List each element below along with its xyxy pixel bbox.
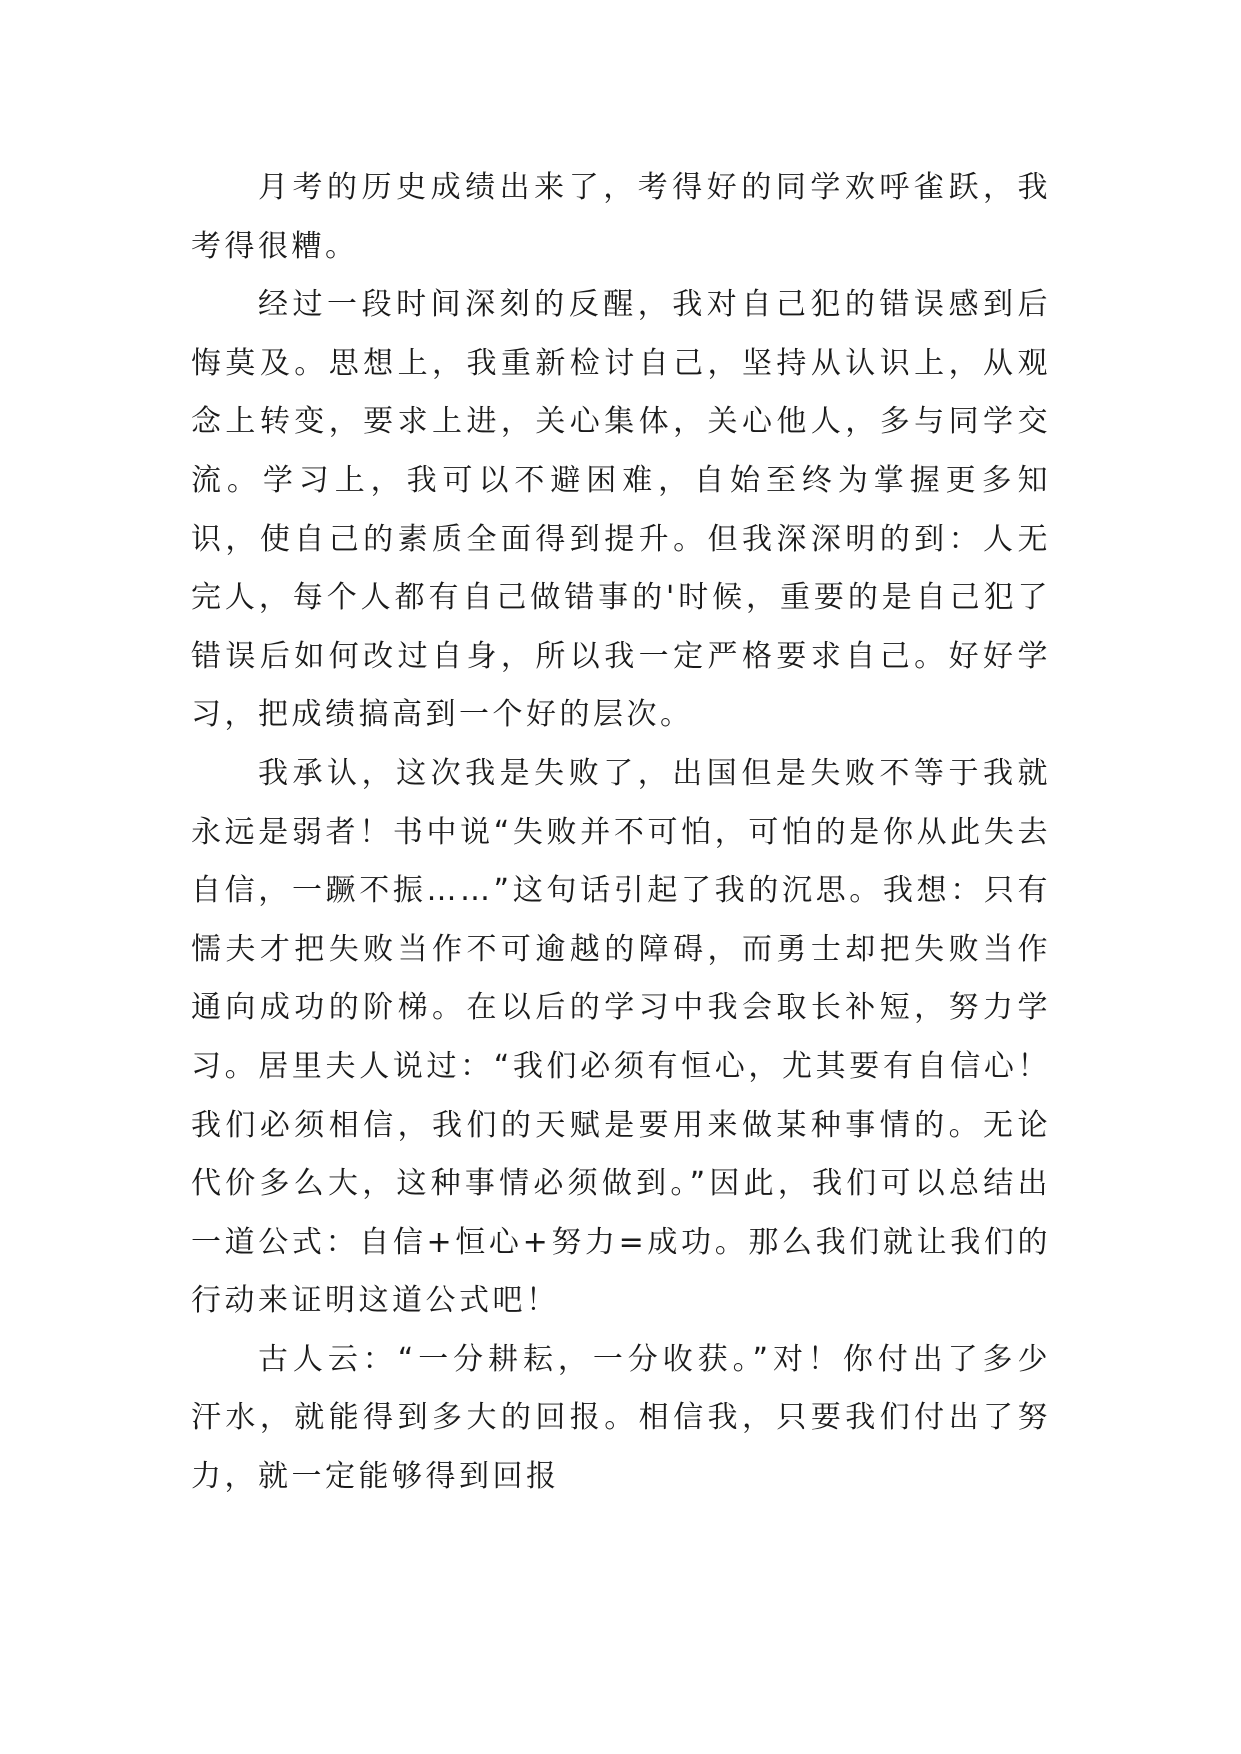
document-body — [191, 159, 1051, 1507]
paragraph-4: 古人云：“一分耕耘，一分收获。”对！你付出了多少汗水，就能得到多大的回报。相信我，只要我们付出了努力，就一定能够得到回报 — [191, 1341, 1051, 1495]
paragraph-3: 我承认，这次我是失败了，出国但是失败不等于我就永远是弱者！书中说“失败并不可怕，可怕的是你从此失去自信，一蹶不振……”这句话引起了我的沉思。我想：只有懦夫才把失败当作不可逾越的障碍，而勇士却把失败当作通向成功的阶梯。在以后的学习中我会取长补短，努力学习。居里夫人说过：“我们必须有恒心，尤其要有自信心！我们必须相信，我们的天赋是要用来做某种事情的。无论代价多么大，这种事情必须做到。”因此，我们可以总结出一道公式：自信+恒心+努力=成功。那么我们就让我们的行动来证明这道公式吧！ — [191, 755, 1051, 1319]
paragraph-2: 经过一段时间深刻的反醒，我对自己犯的错误感到后悔莫及。思想上，我重新检讨自己，坚持从认识上，从观念上转变，要求上进，关心集体，关心他人，多与同学交流。学习上，我可以不避困难，自始至终为掌握更多知识，使自己的素质全面得到提升。但我深深明的到：人无完人，每个人都有自己做错事的'时候，重要的是自己犯了错误后如何改过自身，所以我一定严格要求自己。好好学习，把成绩搞高到一个好的层次。 — [191, 287, 1051, 733]
paragraph-1: 月考的历史成绩出来了，考得好的同学欢呼雀跃，我考得很糟。 — [191, 170, 1051, 264]
